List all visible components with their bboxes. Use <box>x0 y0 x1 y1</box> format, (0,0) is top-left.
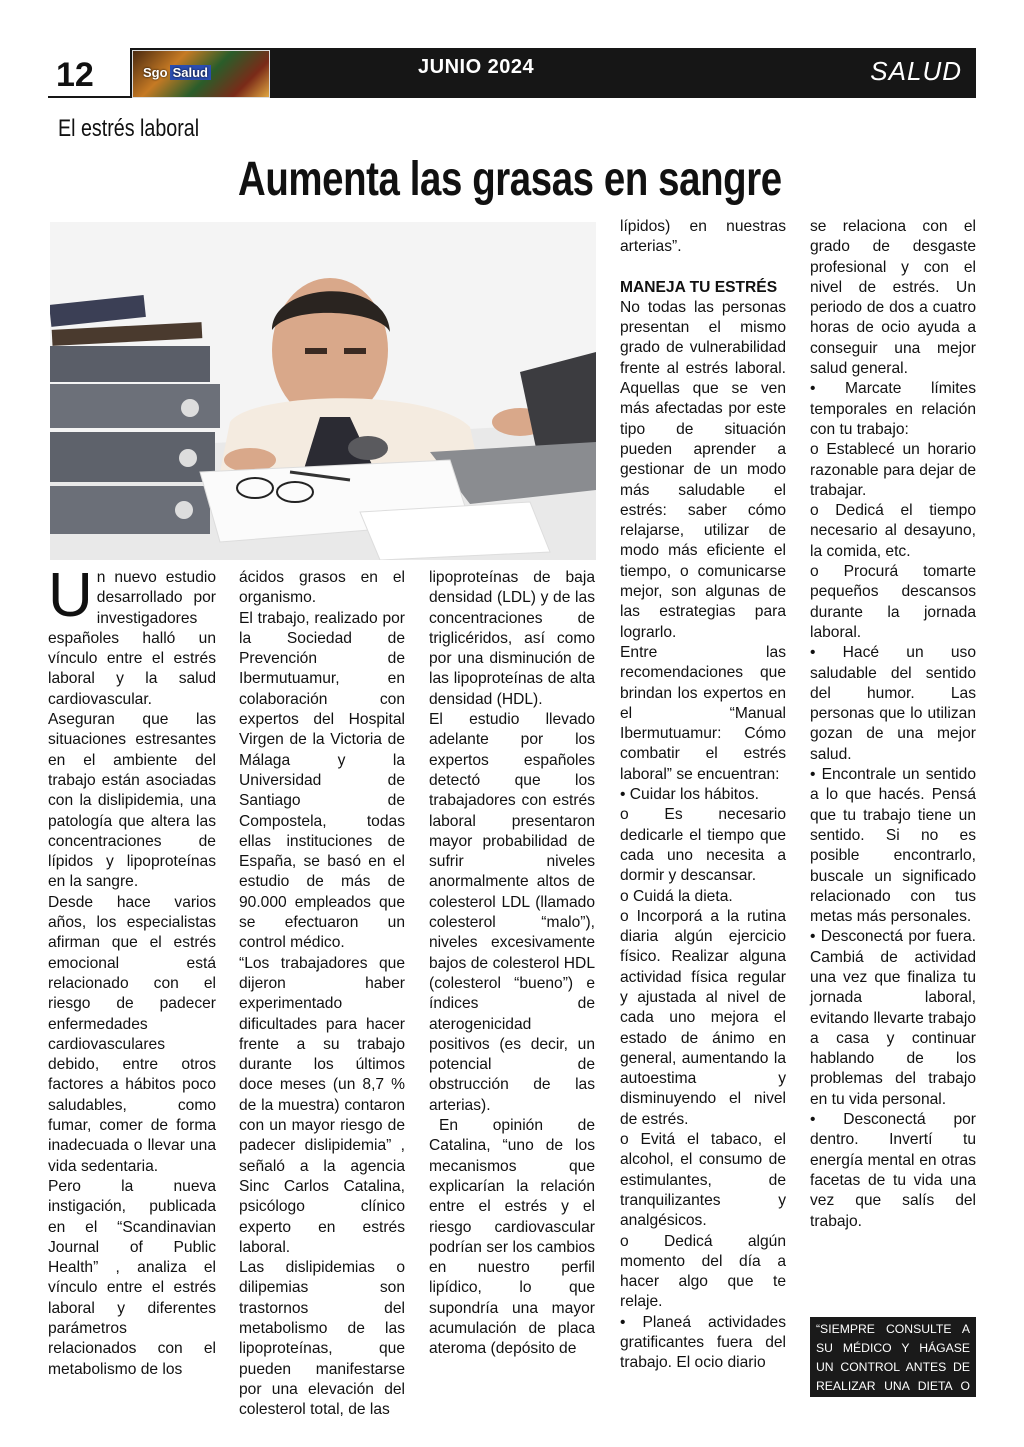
paragraph: El trabajo, realizado por la Sociedad de Prevención de Ibermutuamur, en colaboración con expertos del Hospital Virgen de la Victoria de Málaga y la Universidad de Santiago de Compostela, todas ellas instituciones de España, se basó en el estudio de más de 90.000 empleados que se efectuaron un control médico. <box>239 609 405 952</box>
issue-date: JUNIO 2024 <box>418 56 535 78</box>
paragraph <box>48 561 216 893</box>
drop-cap: U <box>48 561 93 630</box>
list-item: • Encontrale un sentido a lo que hacés. Pensá que tu trabajo tiene un sentido. Si no es posible encontrarlo, buscale un significado relacionado con tus metas más personales. <box>810 766 976 926</box>
list-item: • Cuidar los hábitos. <box>620 786 759 804</box>
paragraph: Pero la nueva instigación, publicada en el “Scandinavian Journal of Public Health” , analiza el vínculo entre el estrés laboral y diferentes parámetros relacionados con el metabolismo de los <box>48 1177 216 1378</box>
paragraph: Desde hace varios años, los especialistas afirman que el estrés emocional está relacionado con el riesgo de padecer enfermedades cardiovasculares debido, entre otros factores a hábitos poco saludables, como fumar, comer de forma inadecuada o llevar una vida sedentaria. <box>48 893 216 1175</box>
article-headline: Aumenta las grasas en sangre <box>238 153 782 206</box>
health-notice-box: “SIEMPRE CONSULTE A SU MÉDICO Y HÁGASE UN CONTROL ANTES DE REALIZAR UNA DIETA O ACTIVADAD FÍSICA” <box>810 1317 976 1397</box>
article-column-2 <box>239 568 405 1420</box>
paragraph: En opinión de Catalina, “uno de los mecanismos que explicarían la relación entre el estrés y el riesgo cardiovascular podrían ser los cambios en nuestro perfil lipídico, lo que supondría una mayor acumulación de placa ateroma (depósito de <box>429 1117 595 1358</box>
page-number: 12 <box>56 56 94 94</box>
article-column-3 <box>429 568 595 1360</box>
paragraph: El estudio llevado adelante por los expertos españoles detectó que los trabajadores con estrés laboral presentaron mayor probabilidad de sufrir niveles anormalmente altos de colesterol LDL (llamado colesterol “malo”), niveles excesivamente bajos de colesterol HDL (colesterol “bueno”) e índices de aterogenicidad positivos (es decir, un potencial de obstrucción de las arterias). <box>429 711 595 1114</box>
article-column-4 <box>620 217 786 1374</box>
paragraph: Entre las recomendaciones que brindan los expertos en el “Manual Ibermutuamur: Cómo combatir el estrés laboral” se encuentran: <box>620 643 786 783</box>
list-item: o Procurá tomarte pequeños descansos durante la jornada laboral. <box>810 563 976 641</box>
logo-text-right: Salud <box>170 65 211 80</box>
article-kicker: El estrés laboral <box>58 115 200 142</box>
list-item: o Evitá el tabaco, el alcohol, el consumo de estimulantes, de tranquilizantes y analgésicos. <box>620 1131 786 1230</box>
paragraph: se relaciona con el grado de desgaste profesional y con el nivel de estrés. Un periodo de dos a cuatro horas de ocio ayuda a conseguir una mejor salud general. <box>810 218 976 378</box>
section-name: SALUD <box>870 56 962 86</box>
list-item: o Es necesario dedicarle el tiempo que cada uno necesita a dormir y descansar. <box>620 806 786 885</box>
list-item: • Hacé un uso saludable del sentido del humor. Las personas que lo utilizan gozan de una mejor salud. <box>810 644 976 763</box>
stressed-office-worker-illustration <box>50 222 596 560</box>
list-item: • Desconectá por dentro. Invertí tu energía mental en otras facetas de tu vida una vez que salís del trabajo. <box>810 1111 976 1230</box>
list-item: • Marcate límites temporales en relación con tu trabajo: <box>810 380 976 438</box>
paragraph: Las dislipidemias o dilipemias son trastornos del metabolismo de las lipoproteínas, que pueden manifestarse por una elevación del colesterol total, de las <box>239 1259 405 1419</box>
article-photo <box>50 222 596 560</box>
section-subhead: MANEJA TU ESTRÉS <box>620 278 778 296</box>
list-item: o Incorporá a la rutina diaria algún ejercicio físico. Realizar alguna actividad física regular y ajustada al nivel de cada uno mejora el estado de ánimo en general, aumentando la autoestima y disminuyendo el nivel de estrés. <box>620 907 786 1128</box>
paragraph: No todas las personas presentan el mismo grado de vulnerabilidad frente al estrés laboral. Aquellas que se ven más afectadas por este tipo de situación pueden aprender a gestionar de un modo más saludable el estrés: saber cómo relajarse, utilizar de modo más eficiente el tiempo, o comunicarse mejor, son algunas de las estrategias para lograrlo. <box>620 298 786 641</box>
paragraph: lipoproteínas de baja densidad (LDL) y de las concentraciones de triglicéridos, así como por una disminución de las lipoproteínas de alta densidad (HDL). <box>429 569 595 708</box>
publication-logo <box>132 50 270 98</box>
list-item: o Establecé un horario razonable para dejar de trabajar. <box>810 441 976 499</box>
paragraph: lípidos) en nuestras arterias”. <box>620 218 786 256</box>
paragraph: “Los trabajadores que dijeron haber experimentado dificultades para hacer frente a su trabajo durante los últimos doce meses (un 8,7 % de la muestra) contaron con un mayor riesgo de padecer dislipidemia” , señaló a la agencia Sinc Carlos Catalina, psicólogo clínico experto en estrés laboral. <box>239 954 405 1256</box>
paragraph: ácidos grasos en el organismo. <box>239 569 405 607</box>
list-item: • Planeá actividades gratificantes fuera del trabajo. El ocio diario <box>620 1313 786 1372</box>
list-item: • Desconectá por fuera. Cambiá de actividad una vez que finaliza tu jornada laboral, evitando llevarte trabajo a casa y continuar hablando de los problemas del trabajo en tu vida personal. <box>810 928 976 1108</box>
logo-text-left: Sgo <box>143 65 168 80</box>
article-column-5 <box>810 217 976 1232</box>
article-column-1 <box>48 561 216 1380</box>
list-item: o Cuidá la dieta. <box>620 887 733 905</box>
paragraph-text: n nuevo estudio desarrollado por investigadores españoles halló un vínculo entre el estrés laboral y la salud cardiovascular. Aseguran que las situaciones estresantes en el ambiente del trabajo están asociadas con la dislipidemia, una patología que altera las concentraciones de lípidos y lipoproteínas en la sangre. <box>48 569 216 891</box>
logo-text <box>143 65 211 80</box>
list-item: o Dedicá algún momento del día a hacer algo que te relaje. <box>620 1232 786 1311</box>
list-item: o Dedicá el tiempo necesario al desayuno, la comida, etc. <box>810 502 976 560</box>
